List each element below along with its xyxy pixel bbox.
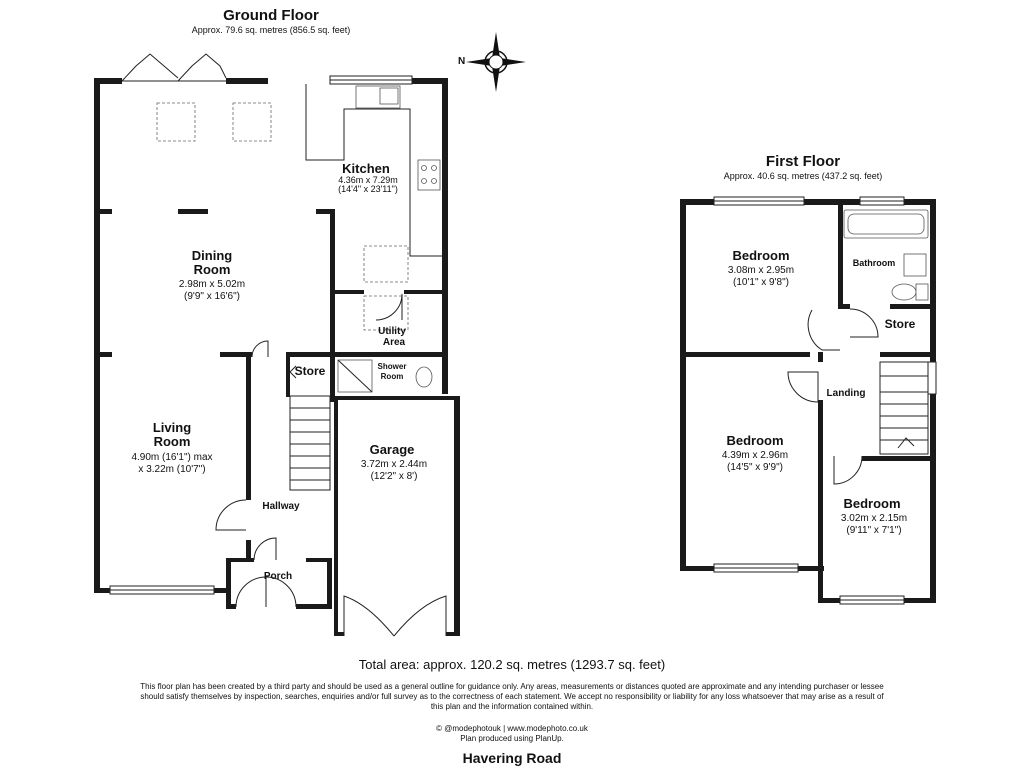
utility-name-2: Area <box>382 337 406 348</box>
bedroom2-dim-m: 4.39m x 2.96m <box>721 450 789 461</box>
ground-floor-plan <box>94 7 526 636</box>
first-floor-area: Approx. 40.6 sq. metres (437.2 sq. feet) <box>723 171 883 181</box>
hallway-name: Hallway <box>262 501 300 512</box>
living-name-2: Room <box>153 434 191 449</box>
total-area: Total area: approx. 120.2 sq. metres (1293.7 sq. feet) <box>358 657 666 672</box>
compass-rose-icon <box>466 32 526 92</box>
bathroom-name: Bathroom <box>852 258 896 268</box>
disclaimer-text: This floor plan has been created by a third party and should be used as a general outline for guidance only. Any areas, measurements or distances quoted are approximate and any intending purchaser or lessee should satisfy themselves by inspection, searches, enquiries and/or full survey as to the correctness of each statement. We accept no responsibility or liability for any loss whatsoever that may arise as a result of this plan and the information contained within. <box>140 682 884 711</box>
shower-name-1: Shower <box>377 362 407 371</box>
bedroom1-name: Bedroom <box>732 248 790 263</box>
bedroom3-dim-m: 3.02m x 2.15m <box>840 513 908 524</box>
living-dim-ft: x 3.22m (10'7") <box>138 464 206 475</box>
dining-dim-ft: (9'9" x 16'6") <box>184 291 240 302</box>
bedroom2-name: Bedroom <box>726 433 784 448</box>
kitchen-dim-ft: (14'4" x 23'11") <box>338 184 398 194</box>
porch-name: Porch <box>263 571 293 582</box>
dining-dim-m: 2.98m x 5.02m <box>178 279 246 290</box>
bedroom3-name: Bedroom <box>843 496 901 511</box>
kitchen-dim-m: 4.36m x 7.29m <box>338 175 398 185</box>
utility-name-1: Utility <box>378 326 406 337</box>
ground-floor-area: Approx. 79.6 sq. metres (856.5 sq. feet) <box>191 25 351 35</box>
bedroom3-dim-ft: (9'11" x 7'1") <box>846 525 902 536</box>
credit-line-1: © @modephotouk | www.modephoto.co.uk <box>436 724 588 733</box>
credit-block <box>0 724 1024 744</box>
shower-name-2: Room <box>380 372 404 381</box>
first-store-name: Store <box>884 317 916 331</box>
garage-dim-ft: (12'2" x 8') <box>370 471 418 482</box>
garage-dim-m: 3.72m x 2.44m <box>360 459 428 470</box>
garage-name: Garage <box>369 442 415 457</box>
living-dim-m: 4.90m (16'1") max <box>131 452 213 463</box>
ground-store-name: Store <box>294 364 326 378</box>
first-floor-plan <box>680 153 936 604</box>
bedroom1-dim-ft: (10'1" x 9'8") <box>733 277 789 288</box>
bedroom2-dim-ft: (14'5" x 9'9") <box>727 462 783 473</box>
dining-name-1: Dining <box>191 248 233 263</box>
credit-line-2: Plan produced using PlanUp. <box>460 734 564 743</box>
ground-floor-title: Ground Floor <box>223 7 319 24</box>
bedroom1-dim-m: 3.08m x 2.95m <box>727 265 795 276</box>
first-floor-title: First Floor <box>765 153 841 170</box>
dining-name-2: Room <box>193 262 231 277</box>
kitchen-name: Kitchen <box>342 161 390 176</box>
landing-name: Landing <box>826 388 866 399</box>
living-name-1: Living <box>152 420 192 435</box>
compass-north-label: N <box>458 56 466 67</box>
property-address: Havering Road <box>462 750 562 766</box>
